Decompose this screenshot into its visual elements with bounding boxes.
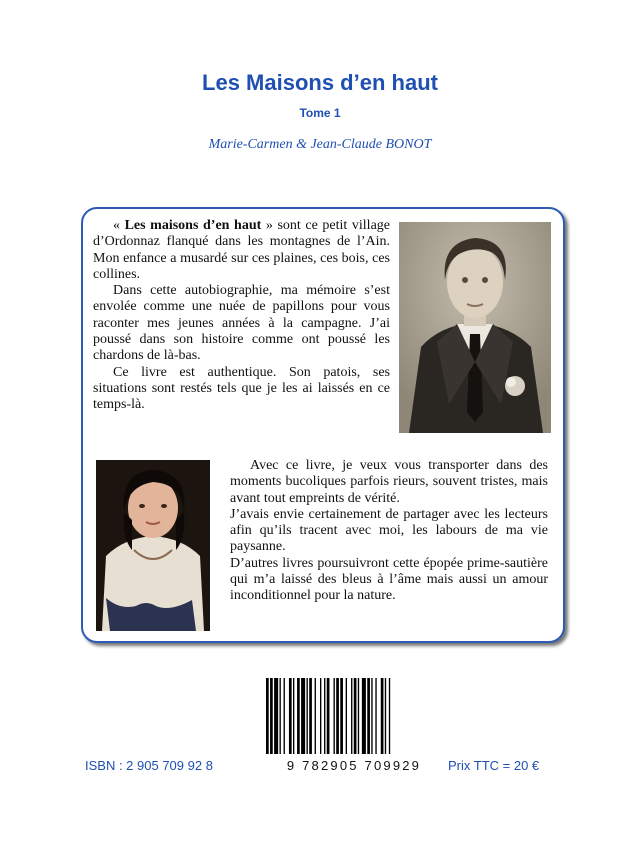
barcode-number: 9 782905 709929: [286, 758, 422, 773]
paragraph: Ce livre est authentique. Son patois, ses situations sont restés tels que je les ai laissés en ce temps-là.: [93, 364, 390, 413]
barcode-bar: [381, 678, 384, 754]
price-label: Prix TTC = 20 €: [448, 758, 540, 773]
blurb-text-top: [93, 218, 390, 414]
barcode-bar: [320, 678, 321, 754]
authors: Marie-Carmen & Jean-Claude BONOT: [208, 137, 432, 152]
village-name: Les maisons d’en haut: [124, 218, 262, 233]
barcode-bar: [385, 678, 386, 754]
barcode-bar: [362, 678, 366, 754]
barcode-bar: [315, 678, 316, 754]
barcode-bar: [389, 678, 390, 754]
author-photo-woman: [96, 460, 210, 631]
paragraph: D’autres livres poursuivront cette épopée prime-sautière qui m’a laissé des bleus à l’âme mais aussi un amour inconditionnel pour la nature.: [230, 555, 548, 604]
barcode-bar: [309, 678, 312, 754]
barcode-bar: [371, 678, 372, 754]
barcode-bar: [307, 678, 308, 754]
barcode-bar: [301, 678, 305, 754]
barcode-bar: [270, 678, 273, 754]
paragraph: [93, 218, 390, 283]
paragraph: Avec ce livre, je veux vous transporter dans des moments bucoliques parfois rieurs, souvent tristes, mais avant tout empreints de vérité.: [230, 458, 548, 506]
barcode-bar: [336, 678, 339, 754]
barcode-bar: [358, 678, 359, 754]
barcode-bar: [367, 678, 370, 754]
barcode-bar: [351, 678, 352, 754]
blurb-text-bottom: [230, 458, 548, 605]
barcode-bar: [274, 678, 278, 754]
paragraph-text: » sont ce petit village d’Ordonnaz flanqué dans les montagnes de l’Ain. Mon enfance a musardé sur ces plaines, ces bois, ces collines.: [93, 218, 391, 282]
tome-label: Tome 1: [299, 106, 341, 120]
barcode-bar: [297, 678, 300, 754]
book-title: Les Maisons d’en haut: [202, 70, 438, 95]
barcode-bar: [334, 678, 335, 754]
barcode: [264, 678, 444, 754]
barcode-bar: [280, 678, 281, 754]
barcode-bar: [324, 678, 325, 754]
barcode-bar: [340, 678, 343, 754]
barcode-bar: [354, 678, 357, 754]
quote-open: «: [113, 218, 125, 233]
barcode-bar: [289, 678, 292, 754]
barcode-bar: [284, 678, 285, 754]
paragraph: J’avais envie certainement de partager avec les lecteurs afin qu’ils tracent avec moi, les labours de ma vie paysanne.: [230, 506, 548, 555]
paragraph: Dans cette autobiographie, ma mémoire s’est envolée comme une nuée de papillons pour vous raconter mes jeunes années à la campagne. J’ai poussé dans son histoire comme ont poussé les chardons de là-bas.: [93, 283, 390, 364]
author-photo-man: [399, 222, 551, 433]
barcode-bar: [293, 678, 294, 754]
barcode-bar: [327, 678, 330, 754]
barcode-bar: [375, 678, 376, 754]
barcode-bar: [346, 678, 347, 754]
isbn-label: ISBN : 2 905 709 92 8: [85, 758, 213, 773]
barcode-bar: [266, 678, 269, 754]
